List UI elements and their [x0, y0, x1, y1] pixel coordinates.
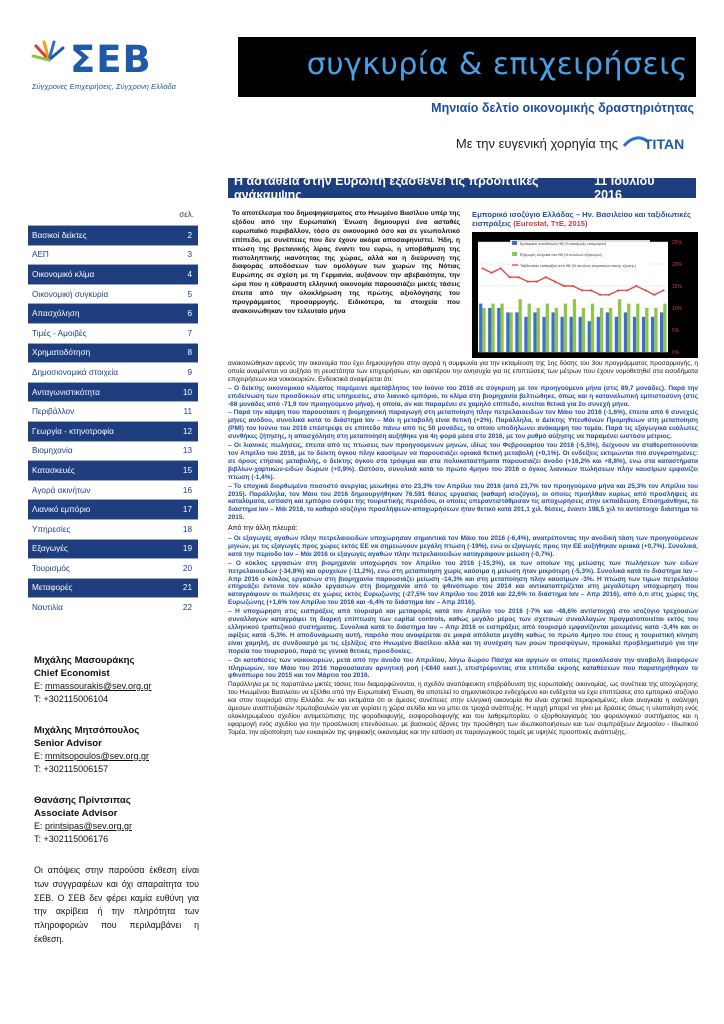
- bullet-item: – Ο κύκλος εργασιών στη βιομηχανία υποχώρησε τον Απρίλιο του 2016 (-15,3%), εκ των οποίων της μείωσης των πωλήσεων των ειδών πετρελαιοειδών (-34,8%) και ορυχείων (-11,2%), ενώ στη μεταποίηση χωρίς καύσιμα η μείωση ήταν μικρότερη (-5,3%). Συνολικά κατά το διάστημα Ιαν – Απρ 2016 ο κύκλος εργασιών στη βιομηχανία παρουσιάζει μείωση -14,3% και στη μεταποίηση πλην καυσίμων -3%. Η πτώση των τιμών πετρελαίου επηρεάζει έντονα τον κύκλο εργασιών στη βιομηχανία από το φθινόπωρο του 2014 και αντικατοπτρίζεται στη μεγαλύτερη υποχώρηση που καταγράφουν οι πωλήσεις σε χώρες εκτός Ευρωζώνης (-27,5% τον Απρίλιο του 2016 και 22,6% το διάστημα Ιαν – Απρ 2016), από ό,τι στις χώρες της Ευρωζώνης (+1,6% τον Απρίλιο του 2016 και -6,4% το διάστημα Ιαν – Απρ 2016).: [228, 559, 698, 607]
- line-point: [608, 294, 610, 296]
- toc-item[interactable]: [28, 225, 198, 245]
- toc-item[interactable]: [28, 539, 198, 559]
- bar-imports: [533, 312, 536, 352]
- toc-item[interactable]: [28, 480, 198, 500]
- toc-item-page: 13: [182, 446, 192, 456]
- toc-item-page: 5: [187, 289, 192, 299]
- sponsor: [456, 132, 694, 154]
- bullet-item: – Οι εξαγωγές αγαθών πλην πετρελαιοειδών υποχώρησαν σημαντικά τον Μάιο του 2016 (-6,4%), ανατρέποντας την ανοδική τάση των προηγούμενων μηνών, με τις εξαγωγές προς χώρες εκτός ΕΕ να σημειώνουν μεγάλη πτώση (-19%), ενώ οι εξαγωγές προς την ΕΕ αυξήθηκαν οριακά (+0,7%). Συνολικά, κατά την περίοδο Ιαν – Μάι 2016 οι εξαγωγές αγαθών πλην πετρελαιοειδών καταγράφουν μείωση (-0,7%).: [228, 535, 698, 558]
- toc-item-label: Εξαγωγές: [32, 544, 68, 554]
- bar-imports: [651, 317, 654, 352]
- legend-label: Εξαγωγές ελληνικά στο ΗΒ (% συνόλων εξαγωγών): [520, 253, 602, 257]
- toc-item-label: Κατασκευές: [32, 465, 75, 475]
- table-of-contents: [28, 210, 198, 617]
- toc-item-label: Απασχόληση: [32, 309, 80, 319]
- toc-item-page: 11: [183, 407, 192, 417]
- toc-item-page: 22: [182, 603, 192, 613]
- bar-exports: [654, 308, 657, 352]
- contact-email-link[interactable]: printsipas@sev.org.gr: [45, 821, 133, 831]
- bar-imports: [561, 317, 564, 352]
- bar-exports: [509, 312, 512, 352]
- legend-swatch: [512, 241, 517, 245]
- contact-name: Μιχάλης Μασουράκης: [34, 655, 135, 666]
- toc-item-label: Βιομηχανία: [32, 446, 73, 456]
- contact-email-link[interactable]: mmitsopoulos@sev.org.gr: [45, 751, 150, 761]
- contact-name: Θανάσης Πρίντσιπας: [34, 795, 131, 806]
- toc-item-label: Λιανικό εμπόριο: [32, 505, 91, 515]
- legend-label: Εμπορικός συνέδεσμος ΗΒ (% εισαγωγές εισαγωγών): [520, 242, 607, 246]
- toc-item-label: Οικονομικό κλίμα: [32, 269, 95, 279]
- bar-exports: [546, 304, 549, 352]
- toc-item-page: 16: [182, 485, 192, 495]
- bar-exports: [582, 308, 585, 352]
- toc-item-page: 12: [182, 426, 192, 436]
- toc-item-label: Χρηματοδότηση: [32, 348, 91, 358]
- bar-exports: [663, 304, 666, 352]
- section-label: Από την άλλη πλευρά:: [228, 525, 298, 533]
- toc-item-label: Τουρισμός: [32, 563, 70, 573]
- line-point: [581, 289, 583, 291]
- contact-name: Μιχάλης Μητσόπουλος: [34, 725, 140, 736]
- titan-logo-icon: [622, 132, 694, 154]
- toc-item[interactable]: [28, 245, 198, 265]
- bar-exports: [500, 304, 503, 352]
- toc-item-page: 17: [182, 505, 192, 515]
- banner-title: συγκυρία & επιχειρήσεις: [306, 47, 688, 82]
- y-tick-label: 15%: [672, 284, 683, 290]
- toc-item-label: Τιμές - Αμοιβές: [32, 328, 87, 338]
- bar-imports: [497, 308, 500, 352]
- email-prefix: E:: [34, 751, 46, 761]
- contact-email-link[interactable]: mmassourakis@sev.org.gr: [45, 681, 152, 691]
- toc-item-label: Δημοσιονομικά στοιχεία: [32, 367, 118, 377]
- bar-imports: [615, 317, 618, 352]
- toc-item[interactable]: [28, 264, 198, 284]
- bullet-item: – Οι λιανικές πωλήσεις, έπειτα από τις πτώσεις των προηγούμενων μηνών, ιδίως του Φεβρουαρίου του 2016 (-5,5%), δείχνουν να σταθεροποιούνται τον Απρίλιο του 2016, με το δείκτη όγκου πλην καυσίμων να παρουσιάζει οριακά θετική μεταβολή (+0,1%). Οι ενδείξεις εκτιμώνται πιο συγκρατημένες: σε όρους ετήσιας μεταβολής, ο δείκτης όγκου στα τρόφιμα και στα πολυκαταστήματα παρουσιάζει άνοδο (+16,2% και +8,8%), ενώ στα καταστήματα βιβλίων-χαρτικών-ειδών δώρων (+0,9%). Ωστόσο, συνολικά κατά το πρώτο 4μηνο του 2016 ο όγκος λιανικών πωλήσεων πλην καυσίμων εμφανίζει πτώση (-1,4%).: [228, 442, 698, 481]
- sponsor-text: Με την ευγενική χορηγία της: [455, 135, 618, 151]
- y-tick-label: 5%: [672, 328, 680, 334]
- line-point: [662, 289, 664, 291]
- line-point: [518, 276, 520, 278]
- toc-item-page: 10: [182, 387, 192, 397]
- toc-item-label: Περιβάλλον: [32, 407, 75, 417]
- bar-exports: [491, 304, 494, 352]
- contact-card: [34, 724, 199, 776]
- toc-item-label: Ναυτιλία: [32, 603, 63, 613]
- toc-item[interactable]: [28, 343, 198, 363]
- toc-item-page: 19: [182, 544, 192, 554]
- bar-imports: [515, 312, 518, 352]
- toc-item-label: Γεωργία - κτηνοτροφία: [32, 426, 114, 436]
- bar-imports: [542, 317, 545, 352]
- bullet-item: – Ο δείκτης οικονομικού κλίματος παρέμεινε αμετάβλητος τον Ιούνιο του 2016 σε σύγκριση με τον προηγούμενο μήνα (στις 89,7 μονάδες). Παρά την επιδείνωση των προσδοκιών στις υπηρεσίες, στο λιανικό εμπόριο, το κλίμα στη βιομηχανία βελτιώθηκε, όπως και η καταναλωτική εμπιστοσύνη (στις -68 μονάδες από -71,9 τον προηγούμενο μήνα), η οποία, αν και παραμένει σε χαμηλό επίπεδο, κινείται θετικά για 2ο συνεχή μήνα.: [228, 384, 698, 408]
- bar-imports: [488, 308, 491, 352]
- toc-item-label: Μεταφορές: [32, 583, 73, 593]
- bar-imports: [624, 312, 627, 352]
- line-point: [617, 289, 619, 291]
- headline-bar: [228, 174, 696, 202]
- bar-imports: [479, 304, 482, 352]
- toc-item-page: 18: [182, 524, 192, 534]
- bar-exports: [555, 308, 558, 352]
- bar-imports: [633, 317, 636, 352]
- y-tick-label: 0%: [672, 350, 680, 356]
- bar-exports: [645, 308, 648, 352]
- contact-phone: T: +302115006157: [34, 764, 109, 774]
- y-tick-label: 20%: [672, 262, 683, 268]
- toc-item[interactable]: [28, 460, 198, 480]
- toc-item-label: ΑΕΠ: [32, 250, 49, 260]
- toc-item-page: 4: [187, 269, 192, 279]
- subtitle: Μηνιαίο δελτίο οικονομικής δραστηριότητας: [431, 101, 694, 115]
- bullet-item: – Το εποχικά διορθωμένο ποσοστό ανεργίας μειώθηκε στο 23,3% τον Απρίλιο του 2016 (από 23,7% τον προηγούμενο μήνα και 25,3% τον Απρίλιο του 2015). Παράλληλα, τον Μάιο του 2016 δημιουργήθηκαν 76.591 θέσεις εργασίας (καθαρή ισοζύγιο), οι οποίες προήλθαν κυρίως από προσλήψεις σε καταλύματα, εστίαση και εμπόριο ενόψει της τουριστικής περιόδου, οι οποίες υπεραντιστάθμισαν τις αποχωρήσεις στην εκπαίδευση. Επισημάνθηκε, το διάστημα Ιαν – Μάι 2016, το καθαρό ισοζύγιο προσλήψεων-αποχωρήσεων ήταν θετικό κατά 201,1 χιλ. θέσεις, έναντι 198,5 χιλ το αντίστοιχο διάστημα το 2015.: [228, 482, 698, 522]
- bar-imports: [597, 317, 600, 352]
- bar-imports: [606, 312, 609, 352]
- logo-swoosh-icon: [30, 40, 68, 78]
- line-point: [509, 276, 511, 278]
- bar-imports: [660, 312, 663, 352]
- line-point: [644, 289, 646, 291]
- intro-paragraph: Το αποτέλεσμα του δημοψηφίσματος στο Ηνωμένο Βασίλειο υπέρ της εξόδου από την Ευρωπαϊκή Ένωση δημιουργεί ένα ασταθές ευρωπαϊκό περιβάλλον, τόσο σε οικονομικό όσο και σε γεωπολιτικό επίπεδο, με συνέπειες που δεν έχουν ακόμα αποσαφηνιστεί. Ήδη, η πτώση της βρετανικής λίρας έναντι του ευρώ, η υποβάθμιση της πιστοληπτικής ικανότητας της χώρας, αλλά και η διεύρυνση της διαφοράς αποδόσεων των ομολόγων των χωρών της Νότιας Ευρώπης σε σχέση με τη Γερμανία, αυξάνουν την αβεβαιότητα, την ώρα που η εύθραυστη ελληνική οικονομία παρουσιάζει μικτές τάσεις έπειτα από την ολοκλήρωση της πρώτης αξιολόγησης του προγράμματος προσαρμογής. Ειδικότερα, τα στοιχεία που ανακοινώθηκαν τον τελευταίο μήνα: [232, 210, 460, 315]
- bar-imports: [551, 312, 554, 352]
- bar-exports: [636, 304, 639, 352]
- line-point: [554, 281, 556, 283]
- contact-role: Senior Advisor: [34, 738, 102, 749]
- toc-item-label: Οικονομική συγκυρία: [32, 289, 109, 299]
- toc-item-page: 6: [187, 309, 192, 319]
- bullet-item: – Οι καταθέσεις των νοικοκυριών, μετά από την άνοδο του Απριλίου, λόγω δώρου Πάσχα και αργιών οι οποίες προκάλεσαν την αναβολή διαφόρων πληρωμών, τον Μάιο του 2016 παρουσίασαν αρνητική ροή (-€840 εκατ.), επιστρέφοντας στα επίπεδα εκροής καταθέσεων που παρατηρήθηκαν το φθινόπωρο του 2015 και τον Μάρτιο του 2016.: [228, 656, 698, 680]
- toc-item[interactable]: [28, 578, 198, 598]
- paragraph: Παράλληλα με τις παραπάνω μικτές τάσεις που διαμορφώνονται, η σχεδόν αναπόφευκτη επιβράδυνση της ευρωπαϊκής οικονομίας, ως συνέπεια της αποχώρησης του Ηνωμένου Βασιλείου να εξέλθει από την Ευρωπαϊκή Ένωση, θα αποτελεί το σημαντικότερο ενδεχόμενο και ενδέχεται να έχει επιπτώσεις στο εμπορικό ισοζύγιο και στον τουρισμό στην Ελλάδα. Αν και εκτιμάται ότι οι άμεσες συνέπειες στην ελληνική οικονομία θα είναι σχετικά περιορισμένες, είναι αναγκαία η ανάληψη άμεσων αναπτυξιακών πρωτοβουλιών για να γυρίσει η χώρα σελίδα και να μπει σε τροχιά ανάπτυξης. Η αρχή μπορεί να γίνει με δράσεις όπως η υλοποίηση ενός ολοκληρωμένου σχεδίου αντιμετώπισης της φοροδιαφυγής, εισφοροδιαφυγής και του λαθρεμπορίου, ο εξορθολογισμός του φορολογικού συστήματος και η εφαρμογή ενός σχεδίου για την προσέλκυση επενδύσεων, με βασικούς άξονες την προώθηση των ιδιωτικοποιήσεων και των συμπράξεων Δημοσίου - Ιδιωτικού Τομέα, την αξιοποίηση των ευκαιριών της ψηφιακής οικονομίας και την εστίαση σε παραγωγικούς τομείς με υψηλές προοπτικές ανάπτυξης.: [228, 681, 698, 736]
- contact-role: Associate Advisor: [34, 808, 118, 819]
- article-body: [228, 360, 698, 738]
- bullet-item: – Η υποχώρηση στις εισπράξεις από τουρισμό και μεταφορές κατά τον Απρίλιο του 2016 (-7% και -48,6% αντίστοιχα) στο ισοζύγιο τρεχουσών συναλλαγών καταγράφει τη διαρκή επίπτωση των capital controls, καθώς μεγάλο μέρος των σχετικών συναλλαγών πραγματοποιείται εκτός του ελληνικού τραπεζικού συστήματος. Συνολικά κατά το διάστημα Ιαν – Απρ 2016 οι εισπράξεις από τουρισμό εμφανίζονται μειωμένες κατά -3,4% και οι αφίξεις κατά -5,3%. Η αποδυνάμωση αυτή, παρόλο που αναφέρεται σε μικρά απόλυτα μεγέθη καθώς το πρώτο 4μηνο του έτους η τουριστική κίνηση είναι χαμηλή, σε συνδυασμό με τις εξελίξεις στο Ηνωμένο Βασίλειο αλλά και τη συνέχιση των ροών προσφύγων, προκαλεί προβληματισμό για την πορεία του τουρισμού, παρά τις γενικά θετικές προσδοκίες.: [228, 608, 698, 655]
- bar-exports: [627, 304, 630, 352]
- line-point: [572, 285, 574, 287]
- contact-card: [34, 654, 199, 706]
- logo-tagline: Σύγχρονες Επιχειρήσεις, Σύγχρονη Ελλάδα: [32, 82, 176, 91]
- toc-item[interactable]: [28, 401, 198, 421]
- contact-phone: T: +302115006104: [34, 694, 109, 704]
- line-point: [626, 289, 628, 291]
- trade-balance-chart: [472, 210, 698, 358]
- y-tick-label: 10%: [672, 306, 683, 312]
- title-banner: [238, 37, 696, 97]
- bar-exports: [600, 308, 603, 352]
- bar-exports: [528, 304, 531, 352]
- bar-imports: [506, 312, 509, 352]
- toc-item[interactable]: [28, 441, 198, 461]
- toc-list: [28, 225, 198, 617]
- y-tick-label: 25%: [672, 240, 683, 246]
- toc-item[interactable]: [28, 519, 198, 539]
- toc-item[interactable]: [28, 284, 198, 304]
- line-point: [545, 276, 547, 278]
- bar-imports: [524, 317, 527, 352]
- toc-item-page: 3: [187, 250, 192, 260]
- line-point: [590, 289, 592, 291]
- line-point: [563, 285, 565, 287]
- email-prefix: E:: [34, 821, 46, 831]
- toc-item[interactable]: [28, 499, 198, 519]
- toc-item[interactable]: [28, 323, 198, 343]
- line-point: [599, 294, 601, 296]
- bar-imports: [570, 317, 573, 352]
- bar-exports: [537, 308, 540, 352]
- line-point: [490, 272, 492, 274]
- line-point: [536, 281, 538, 283]
- toc-item-label: Ανταγωνιστικότητα: [32, 387, 100, 397]
- contacts: [34, 654, 199, 864]
- line-point: [527, 281, 529, 283]
- toc-item[interactable]: [28, 362, 198, 382]
- bar-exports: [519, 299, 522, 352]
- bar-exports: [573, 299, 576, 352]
- bar-imports: [588, 321, 591, 352]
- headline-title: Η αστάθεια στην Ευρώπη εξασθενεί τις προοπτικές ανάκαμψης: [234, 174, 539, 202]
- bar-imports: [579, 317, 582, 352]
- toc-item-page: 15: [182, 465, 192, 475]
- bar-exports: [482, 308, 485, 352]
- bar-exports: [609, 308, 612, 352]
- headline-date: 11 Ιουλίου 2016: [594, 174, 655, 202]
- toc-item[interactable]: [28, 558, 198, 578]
- chart-title-main: Εμπορικό ισοζύγιο Ελλάδας – Ην. Βασιλείου και ταξιδιωτικές εισπράξεις: [472, 210, 691, 228]
- toc-item-page: 9: [187, 367, 192, 377]
- email-prefix: E:: [34, 681, 46, 691]
- toc-item[interactable]: [28, 421, 198, 441]
- chart-plot: [472, 232, 698, 358]
- bar-exports: [591, 304, 594, 352]
- chart-title: [472, 210, 698, 230]
- bullet-item: – Παρά την κάμψη που παρουσίασε η βιομηχανική παραγωγή στη μεταποίηση πλην πετρελαιοειδών τον Μάιο του 2016 (-1,6%), έπειτα από 6 συνεχείς μήνες ανόδου, συνολικά κατά το διάστημα Ιαν – Μάι η μεταβολή είναι θετική (+2%). Παράλληλα, ο Δείκτης Υπευθύνων Προμηθειών στη μεταποίηση (PMI) τον Ιούνιο του 2016 επέστρεψε σε επίπεδο πάνω από τις 50 μονάδες, το οποίο υποδηλώνει ανάκαμψη του τομέα. Παρά τις εξαγωγικά ευάλωτες συνθήκες ζήτησης, η απασχόληση στη μεταποίηση αυξήθηκε για 4η φορά μέσα στο 2016, με τον ρυθμό αύξησης να παραμένει ωστόσο μέτριος.: [228, 409, 698, 441]
- toc-item[interactable]: [28, 597, 198, 617]
- chart-source: (Eurostat, ΤτΕ, 2015): [513, 219, 588, 228]
- toc-header: σελ.: [179, 210, 194, 219]
- toc-item-page: 8: [187, 348, 192, 358]
- sev-logo: [30, 38, 176, 98]
- disclaimer: Οι απόψεις στην παρούσα έκθεση είναι των συγγραφέων και όχι απαραίτητα του ΣΕΒ. Ο ΣΕΒ δεν φέρει καμία ευθύνη για την ακρίβεια ή την πληρότητα των πληροφοριών που περιλαμβάνει η έκθεση.: [34, 865, 199, 944]
- toc-item-page: 7: [187, 328, 192, 338]
- line-point: [653, 294, 655, 296]
- toc-item-label: Υπηρεσίες: [32, 524, 71, 534]
- bar-imports: [642, 317, 645, 352]
- paragraph: ανακοινώθηκαν αφενός την οικονομία που έχει δημιουργήσει στην αγορά η συμφωνία για την εκταμίευση της 1ης δόσης του 3ου προγράμματος προσαρμογής, η οποία αναμένεται να αυξήσει τη ρευστότητα των επιχειρήσεων, και αφετέρου την ανησυχία για τις επιπτώσεις των μέτρων που έχουν νομοθετηθεί στα εισοδήματα επιχειρήσεων και νοικοκυριών. Ενδεικτικά αναφέρεται ότι:: [228, 360, 698, 383]
- toc-item-label: Αγορά ακινήτων: [32, 485, 91, 495]
- line-point: [635, 285, 637, 287]
- bar-exports: [618, 299, 621, 352]
- legend-swatch: [512, 252, 517, 256]
- contact-card: [34, 794, 199, 846]
- line-point: [481, 267, 483, 269]
- toc-item-page: 20: [182, 563, 192, 573]
- bar-exports: [564, 304, 567, 352]
- sponsor-name: TITAN: [644, 136, 685, 152]
- toc-item[interactable]: [28, 303, 198, 323]
- legend-label: Ταξιδιωτικές εισπράξεις από ΗΒ (% συνόλου τουριστικών εισπρ. εξωτερ.): [520, 264, 637, 268]
- toc-item-page: 2: [187, 230, 192, 240]
- contact-phone: T: +302115006176: [34, 834, 109, 844]
- line-point: [500, 267, 502, 269]
- toc-item[interactable]: [28, 382, 198, 402]
- toc-item-page: 21: [182, 583, 192, 593]
- toc-item-label: Βασικοί δείκτες: [32, 230, 87, 240]
- logo-text: ΣΕΒ: [70, 38, 152, 81]
- contact-role: Chief Economist: [34, 668, 110, 679]
